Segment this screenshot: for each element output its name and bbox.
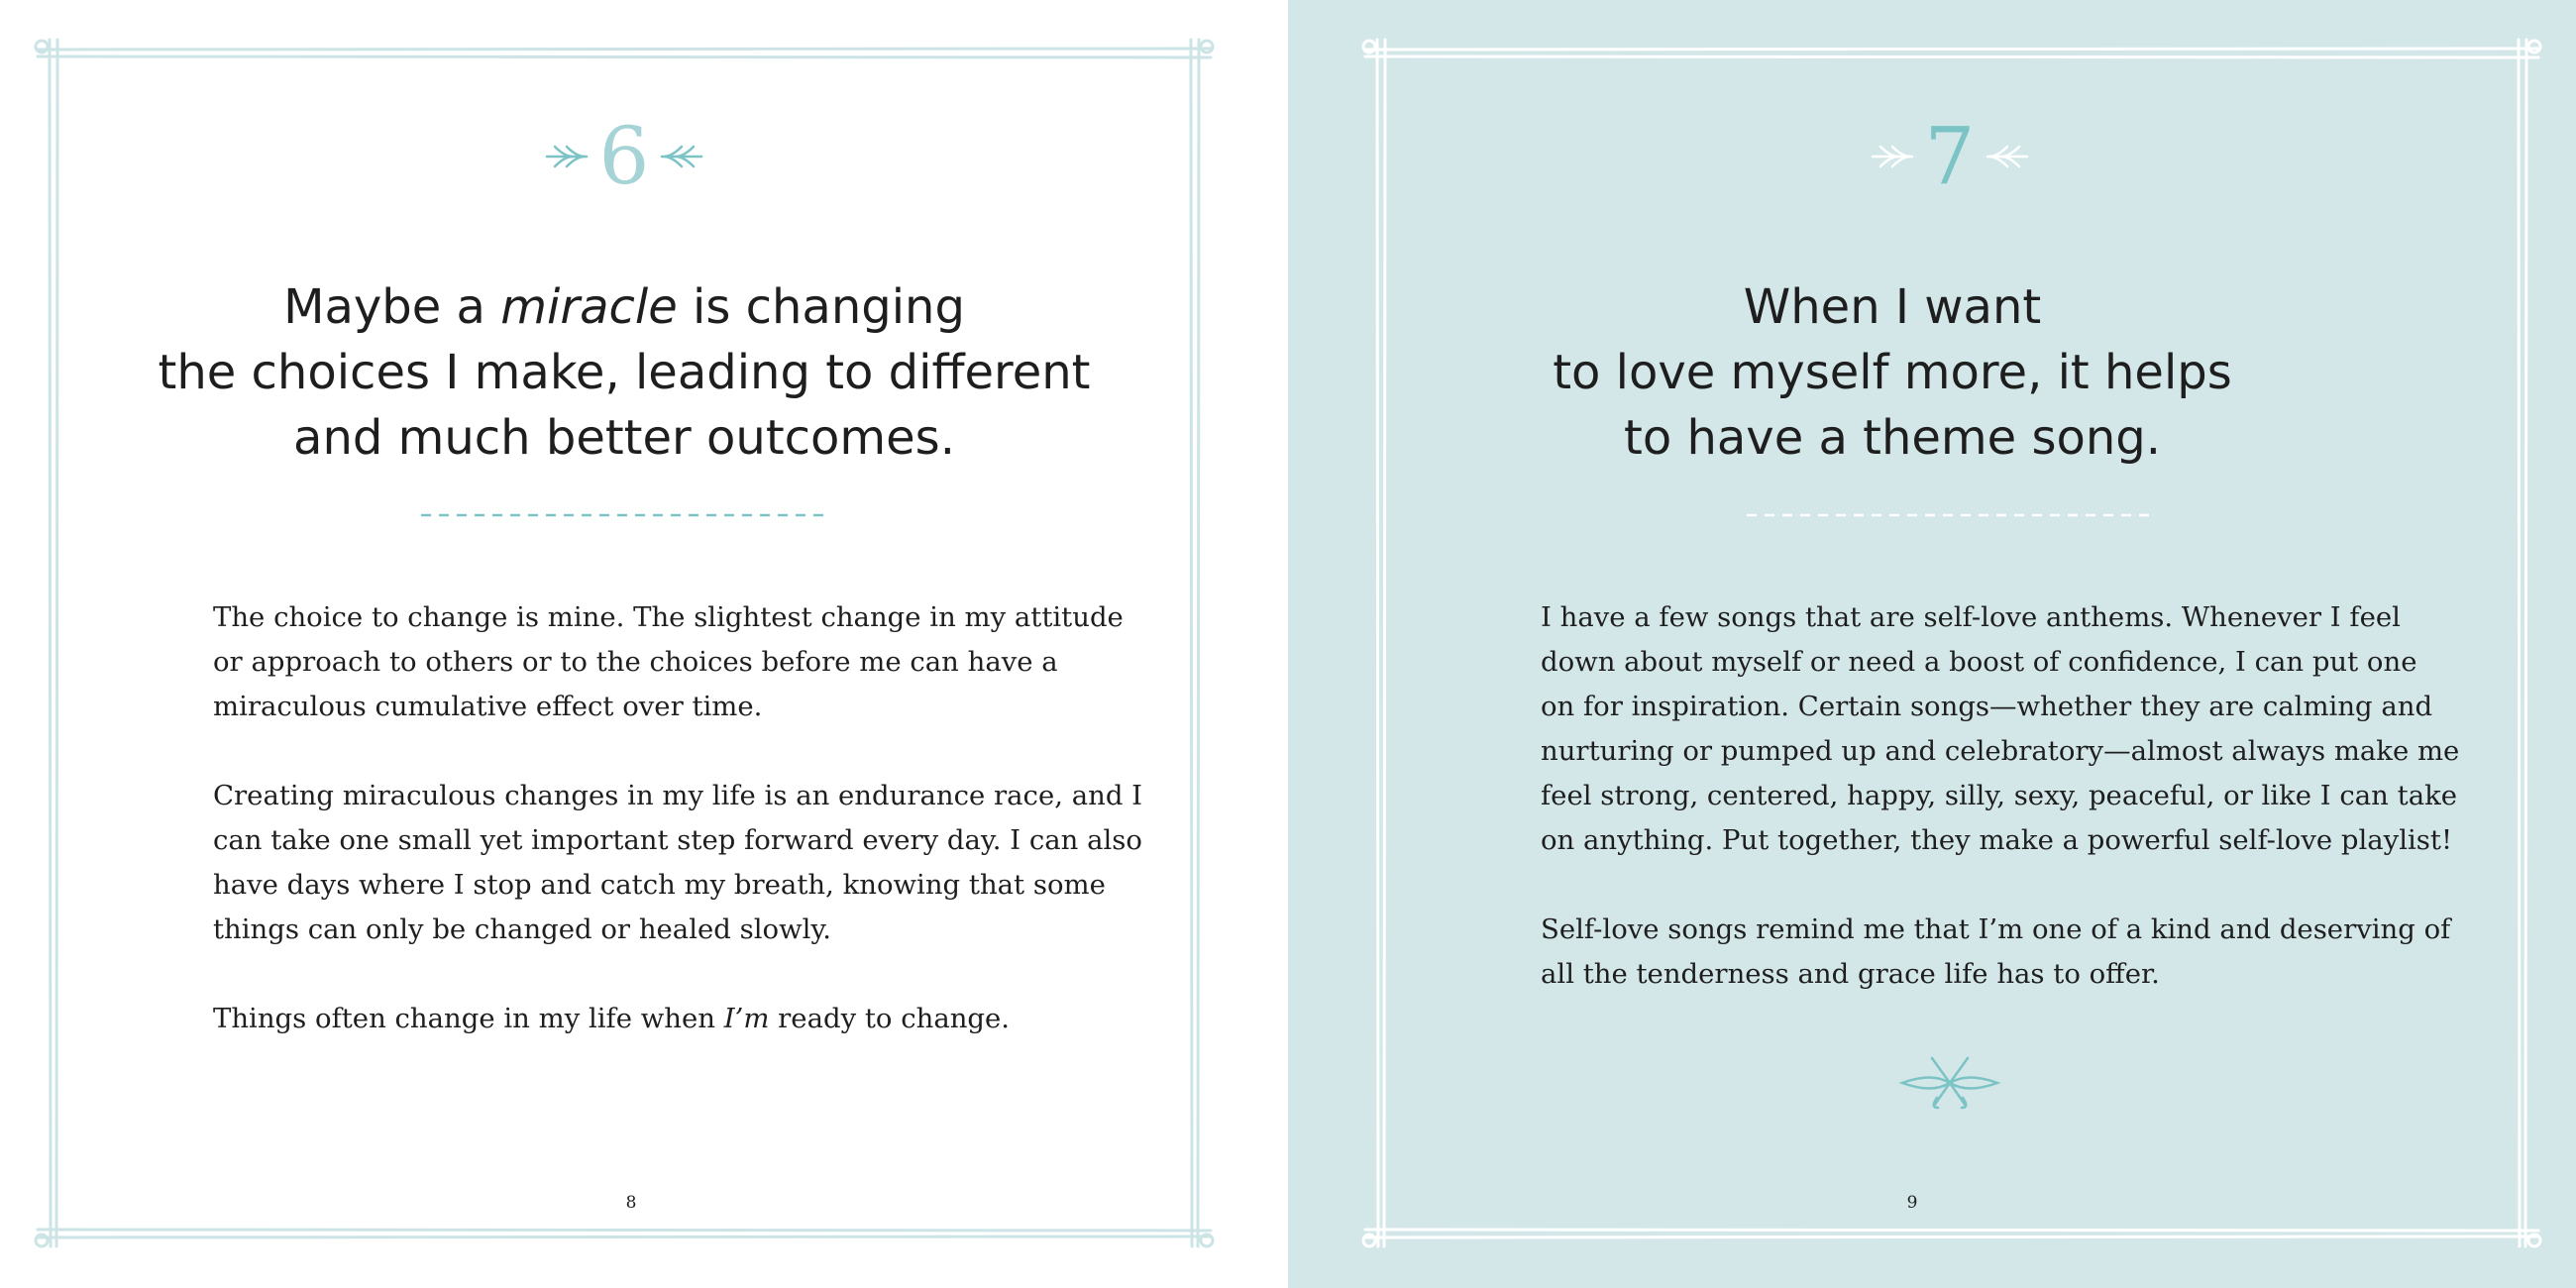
page-number: 8 [625,1193,637,1213]
paragraph: I have a few songs that are self-love anthems. Whenever I feel down about myself or need a boost of confidence, I can put one on for inspiration. Certain songs—whether they are calming and nurturing or pumped up and celebratory—almost always make me feel strong, centered, happy, silly, sexy, peaceful, or like I can take on anything. Put together, they make a powerful self-love playlist! [1541,601,2460,856]
flourish-ornament [1288,0,2576,1288]
body-text [213,595,1143,1086]
paragraph: Things often change in my life when I’m ready to change. [213,1003,1011,1034]
chapter-number: 6 [598,110,650,202]
paragraph: The choice to change is mine. The slightest change in my attitude or approach to others or to the choices before me can have a miraculous cumulative effect over time. [213,601,1124,722]
chapter-number: 7 [1924,110,1976,202]
right-page [1288,0,2576,1288]
dashed-divider [0,0,1288,555]
page-heading: Maybe a miracle is changing the choices I make, leading to different and much better outcomes. [158,279,1091,467]
page-number: 9 [1906,1193,1918,1213]
paragraph: Creating miraculous changes in my life is an endurance race, and I can take one small yet important step forward every day. I can also have days where I stop and catch my breath, knowing that some things can only be changed or healed slowly. [213,780,1143,945]
page-heading: When I want to love myself more, it helps to have a theme song. [1553,279,2232,467]
paragraph: Self-love songs remind me that I’m one of a kind and deserving of all the tenderness and grace life has to offer. [1541,913,2451,990]
